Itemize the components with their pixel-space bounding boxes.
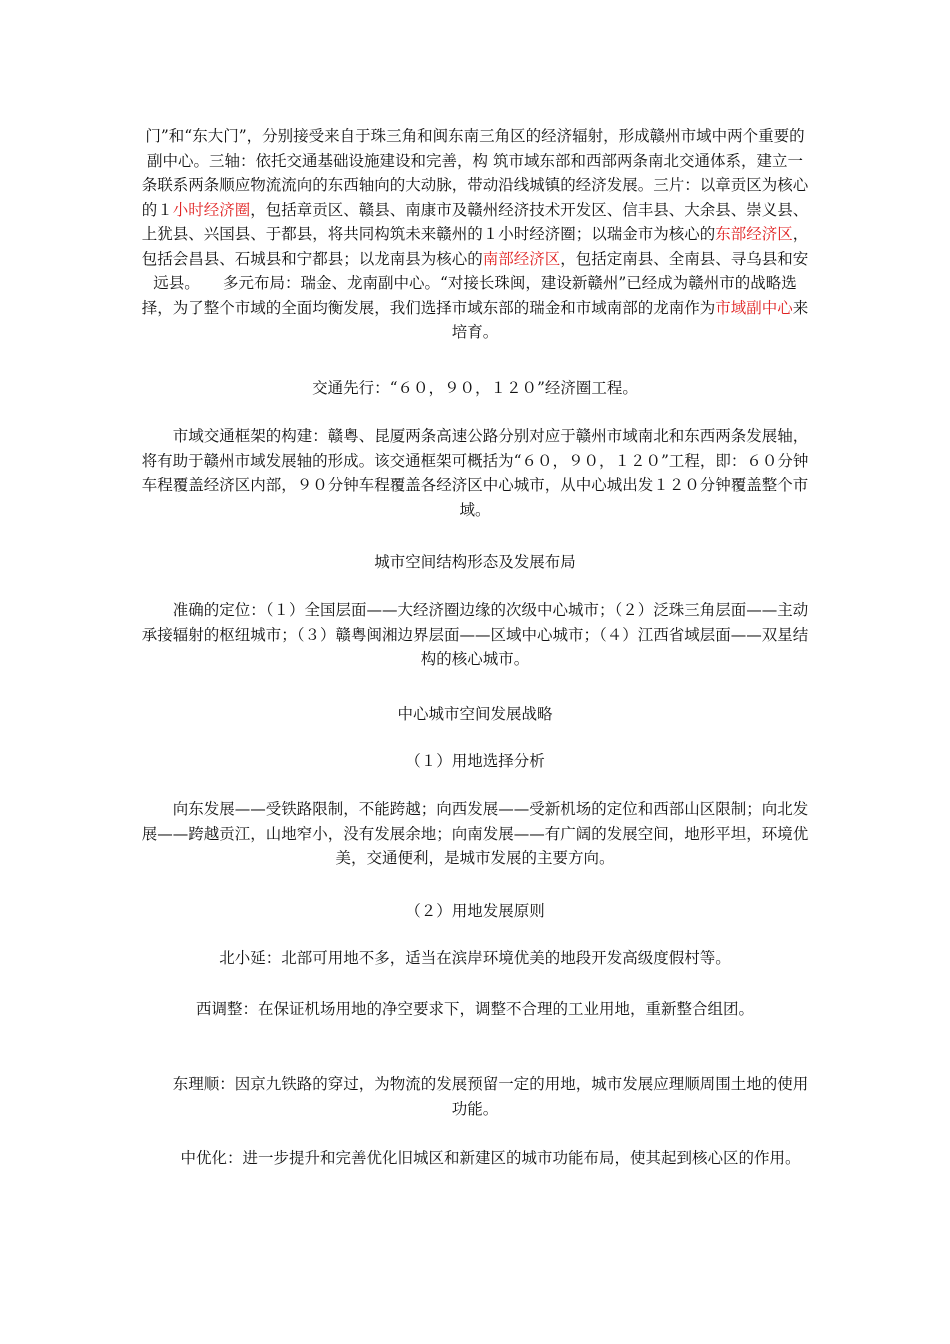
text-run: ，包括会昌县、石城县和宁都县；以龙南县为核心的 [141,225,809,268]
heading-land-principles: （２）用地发展原则 [405,902,545,920]
highlight-east-zone: 东部经济区 [715,225,793,243]
text-run: ，包括章贡区、赣县、南康市及赣州经济技术开发区、信丰县、大余县、崇义县、上犹县、兴国县、于都县，将共同构筑未来赣州的１小时经济圈；以瑞金市为核心的 [141,200,809,243]
text-run: 来培育。 [451,298,809,341]
paragraph-north-extension: 北小延：北部可用地不多，适当在滨岸环境优美的地段开发高级度假村等。 [219,949,731,967]
highlight-sub-center: 市域副中心 [715,298,793,317]
highlight-south-zone: 南部经济区 [482,249,561,268]
paragraph-economic-zones [140,124,810,345]
text-run: 门”和“东大门”，分别接受来自于珠三角和闽东南三角区的经济辐射，形成赣州市域中两个重要的副中心。三轴：依托交通基础设施建设和完善，构 筑市域东部和西部两条南北交通体系，建立一条联系两条顺应物流流向的东西轴向的大动脉，带动沿线城镇的经济发展。三片：以章贡区为核心的１ [141,127,809,219]
paragraph-center-optimize: 中优化：进一步提升和完善优化旧城区和新建区的城市功能布局，使其起到核心区的作用。 [149,1149,801,1167]
highlight-one-hour-circle: 小时经济圈 [172,200,251,219]
paragraph-west-adjustment: 西调整：在保证机场用地的净空要求下，调整不合理的工业用地，重新整合组团。 [195,1000,754,1018]
paragraph-development-directions: 向东发展——受铁路限制，不能跨越；向西发展——受新机场的定位和西部山区限制；向北发展——跨越贡江，山地窄小，没有发展余地；向南发展——有广阔的发展空间，地形平坦，环境优美，交通便利，是城市发展的主要方向。 [141,800,809,867]
heading-spatial-structure: 城市空间结构形态及发展布局 [374,553,576,571]
paragraph-positioning: 准确的定位：（１）全国层面——大经济圈边缘的次级中心城市；（２）泛珠三角层面——主动承接辐射的枢纽城市；（３）赣粤闽湘边界层面——区域中心城市；（４）江西省域层面——双星结构的核心城市。 [141,601,809,668]
heading-traffic: 交通先行：“６０，９０，１２０”经济圈工程。 [312,379,638,397]
heading-development-strategy: 中心城市空间发展战略 [397,705,553,723]
paragraph-east-rationalize: 东理顺：因京九铁路的穿过，为物流的发展预留一定的用地，城市发展应理顺周围土地的使用功能。 [141,1075,809,1118]
heading-land-analysis: （１）用地选择分析 [405,752,545,770]
paragraph-traffic-framework: 市域交通框架的构建：赣粤、昆厦两条高速公路分别对应于赣州市域南北和东西两条发展轴，将有助于赣州市域发展轴的形成。该交通框架可概括为“６０，９０，１２０”工程，即：６０分钟车程覆盖经济区内部，９０分钟车程覆盖各经济区中心城市，从中心城出发１２０分钟覆盖整个市域。 [141,427,809,519]
text-run: ，包括定南县、全南县、寻乌县和安远县。 多元布局：瑞金、龙南副中心。“对接长珠闽，建设新赣州”已经成为赣州市的战略选择，为了整个市域的全面均衡发展，我们选择市域东部的瑞金和市域南部的龙南作为 [141,249,809,317]
